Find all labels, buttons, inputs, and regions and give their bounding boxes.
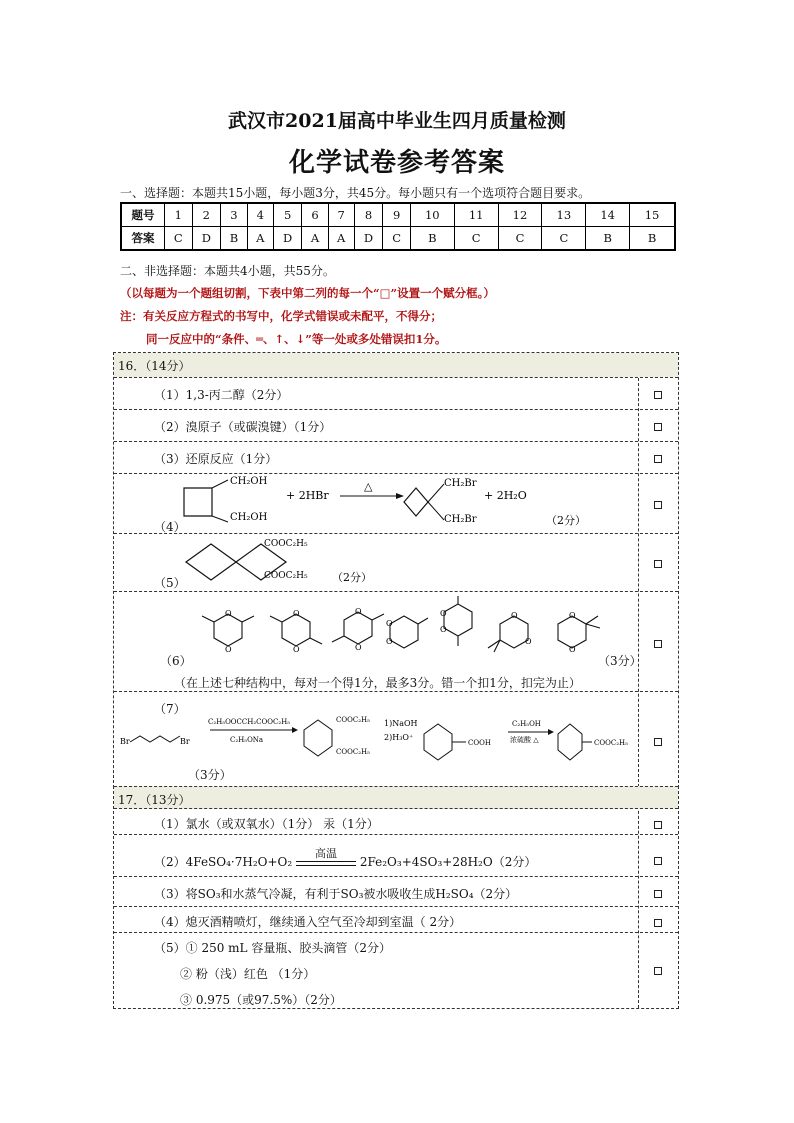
- answer-choice: B: [630, 227, 675, 251]
- question-number: 2: [192, 203, 221, 227]
- answer-choice: D: [354, 227, 383, 251]
- q16-grid: [113, 352, 679, 788]
- q16-6-score: （3分）: [598, 654, 642, 668]
- score-box[interactable]: [654, 967, 662, 975]
- isomer-structures: [194, 594, 634, 670]
- score-box[interactable]: [654, 423, 662, 431]
- answer-table: [120, 202, 676, 251]
- q16-row-4: [114, 473, 678, 534]
- svg-text:O: O: [386, 619, 393, 628]
- q16-answer-6-label: （6）: [160, 654, 192, 668]
- score-box[interactable]: [654, 857, 662, 865]
- svg-text:O: O: [293, 645, 300, 654]
- q16-answer-4-label: （4）: [154, 520, 186, 534]
- question-number: 13: [542, 203, 586, 227]
- answer-choice: C: [165, 227, 193, 251]
- note-equations: 注：有关反应方程式的书写中，化学式错误或未配平，不得分；: [120, 309, 442, 323]
- step3-ethanol: C₂H₅OH: [512, 720, 541, 728]
- question-number: 1: [165, 203, 193, 227]
- svg-text:O: O: [386, 637, 393, 646]
- score-box[interactable]: [654, 821, 662, 829]
- q16-row-6: [114, 591, 678, 692]
- svg-text:O: O: [440, 609, 447, 618]
- answer-choice: C: [498, 227, 542, 251]
- svg-text:O: O: [569, 645, 576, 654]
- q16-answer-5-label: （5）: [154, 576, 186, 590]
- score-box[interactable]: [654, 890, 662, 898]
- q16-row-1: [114, 377, 678, 410]
- step2-acid: 2)H₃O⁺: [384, 733, 414, 742]
- delta-sign: △: [364, 480, 373, 493]
- score-box[interactable]: [654, 640, 662, 648]
- score-box[interactable]: [654, 560, 662, 568]
- acid-group: COOH: [468, 739, 491, 747]
- svg-text:O: O: [525, 637, 532, 646]
- ester-bottom: COOC₂H₅: [264, 571, 308, 581]
- spiro-ester-diagram: [174, 534, 474, 592]
- score-box[interactable]: [654, 738, 662, 746]
- product-water: + 2H₂O: [484, 489, 527, 502]
- svg-text:O: O: [225, 609, 232, 618]
- q17-answer-5-1: （5）① 250 mL 容量瓶、胶头滴管（2分）: [154, 941, 391, 955]
- q17-row-5: [114, 932, 678, 1009]
- diester-top: COOC₂H₅: [336, 716, 370, 724]
- row-label-answer: 答案: [121, 227, 165, 251]
- question-number: 8: [354, 203, 383, 227]
- svg-text:O: O: [355, 607, 362, 616]
- svg-text:O: O: [293, 609, 300, 618]
- step3-catalyst: 浓硫酸 △: [510, 736, 539, 744]
- q17-answer-5-2: ② 粉（浅）红色 （1分）: [180, 967, 316, 981]
- step2-base: 1)NaOH: [384, 719, 418, 728]
- ch2oh-top: CH₂OH: [230, 476, 268, 487]
- page-title: 武汉市2021届高中毕业生四月质量检测: [228, 110, 566, 132]
- question-number: 7: [328, 203, 354, 227]
- bromine-right: Br: [180, 737, 190, 746]
- score-box[interactable]: [654, 501, 662, 509]
- q16-answer-3: （3）还原反应（1分）: [154, 452, 278, 466]
- q17-row-3: [114, 876, 678, 907]
- q17-row-1: [114, 808, 678, 835]
- equation-right: 2Fe₂O₃+4SO₃+28H₂O（2分）: [359, 855, 537, 869]
- ch2br-bottom: CH₂Br: [444, 514, 477, 525]
- bromine-left: Br: [120, 737, 130, 746]
- q16-row-3: [114, 441, 678, 474]
- q16-5-score: （2分）: [332, 571, 372, 584]
- answer-choice: C: [383, 227, 411, 251]
- section1-heading: 一、选择题：本题共15小题，每小题3分，共45分。每小题只有一个选项符合题目要求。: [120, 186, 591, 200]
- question-number: 12: [498, 203, 542, 227]
- q16-answer-2: （2）溴原子（或碳溴键）（1分）: [154, 420, 332, 434]
- answer-choice: C: [454, 227, 498, 251]
- q17-answer-4: （4）熄灭酒精喷灯，继续通入空气至冷却到室温（ 2分）: [154, 915, 462, 929]
- q17-answer-1: （1）氯水（或双氧水）（1分） 汞（1分）: [154, 817, 379, 831]
- section2-heading: 二、非选择题：本题共4小题，共55分。: [120, 264, 335, 278]
- svg-text:O: O: [355, 643, 362, 652]
- answer-choice: A: [247, 227, 273, 251]
- q16-7-score: （3分）: [188, 768, 232, 782]
- score-box[interactable]: [654, 919, 662, 927]
- note-conditions: 同一反应中的“条件、═、↑、↓”等一处或多处错误扣1分。: [146, 332, 447, 346]
- q17-header: 17．（13分）: [118, 793, 191, 807]
- q17-header-row: [114, 786, 678, 809]
- svg-text:O: O: [440, 625, 447, 634]
- q17-answer-5-3: ③ 0.975（或97.5%）（2分）: [180, 993, 342, 1007]
- q16-row-5: [114, 533, 678, 592]
- question-number: 15: [630, 203, 675, 227]
- q16-4-score: （2分）: [546, 514, 586, 527]
- equation-left: （2）4FeSO₄·7H₂O+O₂: [154, 855, 293, 869]
- reagent-malonate: C₂H₅OOCCH₂COOC₂H₅: [208, 718, 291, 726]
- q16-row-2: [114, 409, 678, 442]
- condition-high-temp: 高温: [315, 847, 338, 860]
- question-number: 6: [302, 203, 328, 227]
- reagent-ethoxide: C₂H₅ONa: [230, 736, 264, 744]
- question-number: 3: [221, 203, 248, 227]
- q16-header-row: [114, 353, 678, 377]
- question-number: 4: [247, 203, 273, 227]
- answer-choice: A: [328, 227, 354, 251]
- ch2oh-bottom: CH₂OH: [230, 512, 268, 523]
- ester-top: COOC₂H₅: [264, 539, 308, 549]
- question-number: 14: [586, 203, 630, 227]
- ch2br-top: CH₂Br: [444, 478, 477, 489]
- equation-condition: [296, 847, 356, 866]
- final-ester: COOC₂H₅: [594, 739, 628, 747]
- answer-choice: B: [410, 227, 454, 251]
- reagent-hbr: + 2HBr: [286, 489, 329, 502]
- page-subtitle: 化学试卷参考答案: [288, 148, 505, 178]
- answer-choice: B: [221, 227, 248, 251]
- row-label-number: 题号: [121, 203, 165, 227]
- q16-row-7: [114, 691, 678, 788]
- q17-grid: [113, 786, 679, 1009]
- question-number: 9: [383, 203, 411, 227]
- answer-choice: B: [586, 227, 630, 251]
- q16-answer-1: （1）1,3-丙二醇（2分）: [154, 388, 289, 402]
- q16-6-note: （在上述七种结构中，每对一个得1分，最多3分。错一个扣1分，扣完为止）: [174, 676, 581, 690]
- q17-row-4: [114, 906, 678, 933]
- question-number: 5: [273, 203, 302, 227]
- q17-row-2: [114, 834, 678, 877]
- question-number: 11: [454, 203, 498, 227]
- answer-choice: D: [192, 227, 221, 251]
- answer-choice: A: [302, 227, 328, 251]
- svg-text:O: O: [511, 611, 518, 620]
- q17-answer-3: （3）将SO₃和水蒸气冷凝，有利于SO₃被水吸收生成H₂SO₄（2分）: [154, 887, 518, 901]
- synthesis-route-7: [114, 714, 638, 770]
- question-number: 10: [410, 203, 454, 227]
- answer-choice: C: [542, 227, 586, 251]
- answer-choice: D: [273, 227, 302, 251]
- q17-answer-2: [154, 847, 537, 870]
- reaction-diagram-4: [174, 474, 634, 534]
- score-box[interactable]: [654, 455, 662, 463]
- svg-text:O: O: [225, 645, 232, 654]
- q16-header: 16．（14分）: [118, 359, 191, 373]
- score-box[interactable]: [654, 391, 662, 399]
- q16-answer-7-label: （7）: [154, 702, 186, 716]
- note-grading: （以每题为一个题组切割，下表中第二列的每一个“□”设置一个赋分框。）: [120, 286, 495, 300]
- svg-text:O: O: [569, 611, 576, 620]
- diester-bottom: COOC₂H₅: [336, 748, 370, 756]
